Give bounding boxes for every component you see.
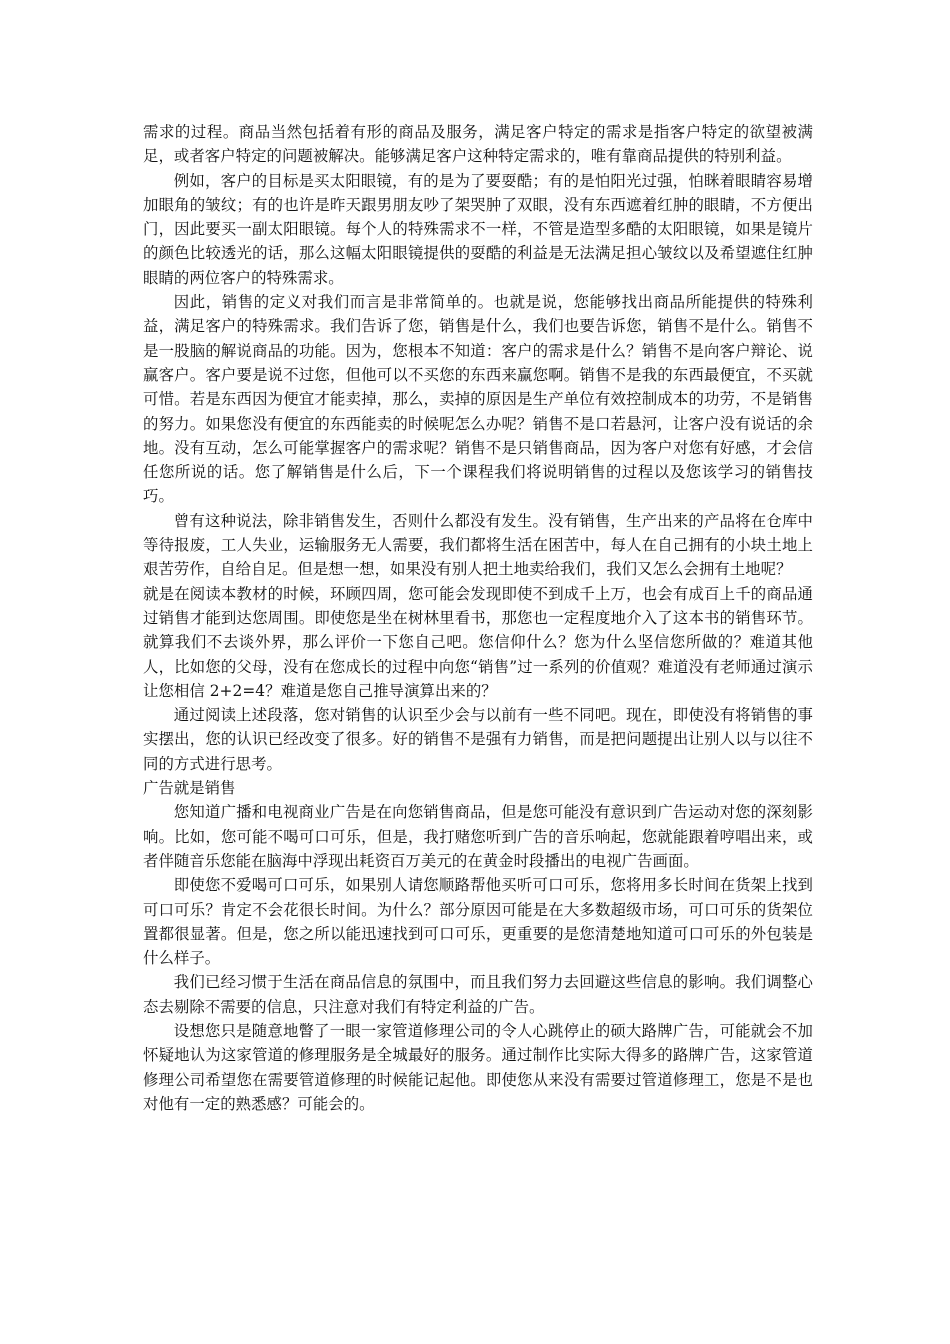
paragraph: 例如，客户的目标是买太阳眼镜，有的是为了要耍酷；有的是怕阳光过强，怕眯着眼睛容易增加眼角的皱纹；有的也许是昨天跟男朋友吵了架哭肿了双眼，没有东西遮着红肿的眼睛，不方便出门，因此要买一副太阳眼镜。每个人的特殊需求不一样，不管是造型多酷的太阳眼镜，如果是镜片的颜色比较透光的话，那么这幅太阳眼镜提供的耍酷的利益是无法满足担心皱纹以及希望遮住红肿眼睛的两位客户的特殊需求。	[143, 171, 813, 287]
paragraph: 曾有这种说法，除非销售发生，否则什么都没有发生。没有销售，生产出来的产品将在仓库中等待报废，工人失业，运输服务无人需要，我们都将生活在困苦中，每人在自己拥有的小块土地上艰苦劳作，自给自足。但是想一想，如果没有别人把土地卖给我们，我们又怎么会拥有土地呢？	[143, 511, 813, 579]
paragraph: 我们已经习惯于生活在商品信息的氛围中，而且我们努力去回避这些信息的影响。我们调整心态去剔除不需要的信息，只注意对我们有特定利益的广告。	[143, 973, 813, 1016]
paragraph: 您知道广播和电视商业广告是在向您销售商品，但是您可能没有意识到广告运动对您的深刻影响。比如，您可能不喝可口可乐，但是，我打赌您听到广告的音乐响起，您就能跟着哼唱出来，或者伴随音乐您能在脑海中浮现出耗资百万美元的在黄金时段播出的电视广告画面。	[143, 803, 813, 870]
paragraph: 通过阅读上述段落，您对销售的认识至少会与以前有一些不同吧。现在，即使没有将销售的事实摆出，您的认识已经改变了很多。好的销售不是强有力销售，而是把问题提出让别人以与以往不同的方式进行思考。	[143, 706, 813, 773]
section-heading: 广告就是销售	[143, 779, 236, 798]
paragraph: 因此，销售的定义对我们而言是非常简单的。也就是说，您能够找出商品所能提供的特殊利益，满足客户的特殊需求。我们告诉了您，销售是什么，我们也要告诉您，销售不是什么。销售不是一股脑的解说商品的功能。因为，您根本不知道：客户的需求是什么？销售不是向客户辩论、说赢客户。客户要是说不过您，但他可以不买您的东西来赢您啊。销售不是我的东西最便宜，不买就可惜。若是东西因为便宜才能卖掉，那么，卖掉的原因是生产单位有效控制成本的功劳，不是销售的努力。如果您没有便宜的东西能卖的时候呢怎么办呢？销售不是口若悬河，让客户没有说话的余地。没有互动，怎么可能掌握客户的需求呢？销售不是只销售商品，因为客户对您有好感，才会信任您所说的话。您了解销售是什么后，下一个课程我们将说明销售的过程以及您该学习的销售技巧。	[143, 293, 813, 506]
paragraph: 即使您不爱喝可口可乐，如果别人请您顺路帮他买听可口可乐，您将用多长时间在货架上找到可口可乐？肯定不会花很长时间。为什么？部分原因可能是在大多数超级市场，可口可乐的货架位置都很显著。但是，您之所以能迅速找到可口可乐，更重要的是您清楚地知道可口可乐的外包装是什么样子。	[143, 876, 813, 968]
paragraph: 就是在阅读本教材的时候，环顾四周，您可能会发现即使不到成千上万，也会有成百上千的商品通过销售才能到达您周围。即使您是坐在树林里看书，那您也一定程度地介入了这本书的销售环节。就算我们不去谈外界，那么评价一下您自己吧。您信仰什么？您为什么坚信您所做的？难道其他人，比如您的父母，没有在您成长的过程中向您“销售”过一系列的价值观？难道没有老师通过演示让您相信 2+2=4？难道是您自己推导演算出来的？	[143, 584, 813, 700]
paragraph: 需求的过程。商品当然包括着有形的商品及服务，满足客户特定的需求是指客户特定的欲望被满足，或者客户特定的问题被解决。能够满足客户这种特定需求的，唯有靠商品提供的特别利益。	[143, 123, 813, 166]
paragraph: 设想您只是随意地瞥了一眼一家管道修理公司的令人心跳停止的硕大路牌广告，可能就会不加怀疑地认为这家管道的修理服务是全城最好的服务。通过制作比实际大得多的路牌广告，这家管道修理公司希望您在需要管道修理的时候能记起他。即使您从来没有需要过管道修理工，您是不是也对他有一定的熟悉感？可能会的。	[143, 1021, 813, 1113]
document-page	[143, 120, 813, 1116]
